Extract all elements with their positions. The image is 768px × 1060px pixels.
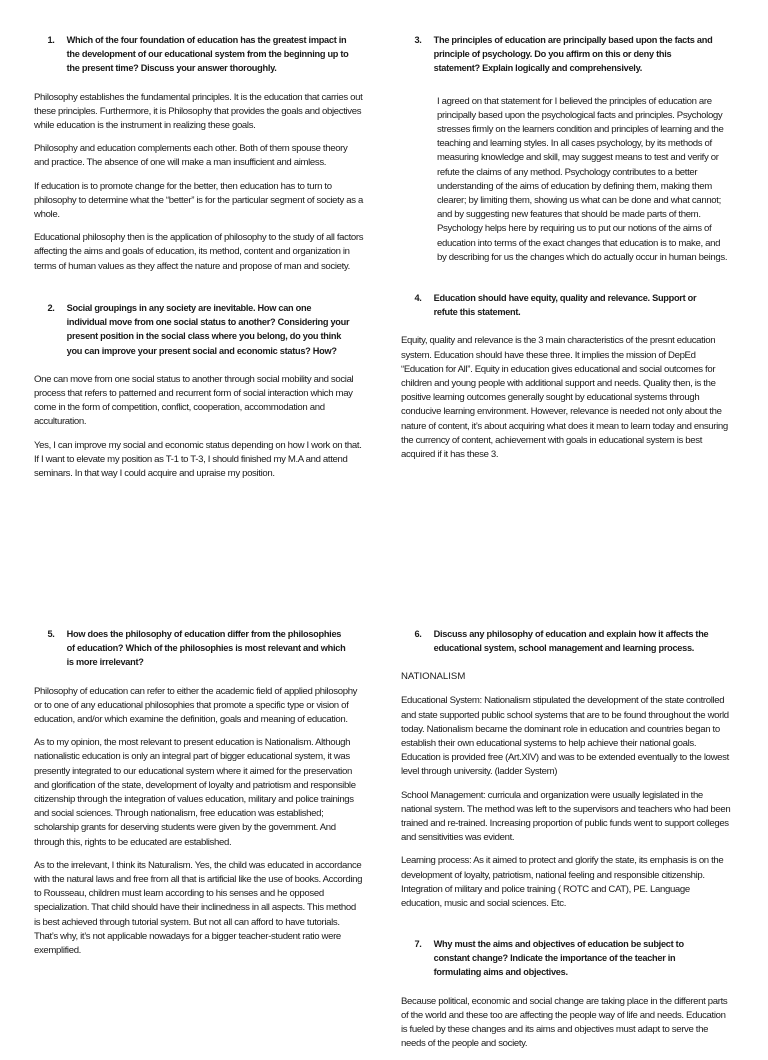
question-3-section: [401, 34, 731, 274]
question-text: Why must the aims and objectives of education be subject to constant change? Indicate the importance of the teacher in formulating aims and objectives.: [433, 939, 684, 979]
answer-paragraph: Philosophy and education complements each other. Both of them spouse theory and practice. The absence of one will make a man insufficient and aimless.: [34, 143, 348, 169]
question-number: 7.: [414, 939, 422, 950]
question-number: 5.: [47, 629, 55, 640]
question-4-heading: [401, 292, 718, 320]
question-5-heading: [34, 628, 351, 671]
question-number: 1.: [47, 35, 55, 46]
question-text: Social groupings in any society are inevitable. How can one individual move from one social status to another? Considering your present position in the social class where you belong, do you think you can improve your present social and economic status? How?: [66, 303, 350, 357]
philosophy-label: NATIONALISM: [401, 671, 466, 683]
answer-paragraph: Educational System: Nationalism stipulated the development of the state controlled and state supported public school systems that are to be found throughout the world today. Nationalism became the dominant role in education and countries began to establish their own educational systems to help achieve their national goals. Education is provided free (Art.XIV) and was to be extended eventually to the lowest level through university. (ladder System): [401, 695, 729, 778]
question-text: Discuss any philosophy of education and explain how it affects the educational system, school management and learning process.: [433, 629, 709, 655]
question-6-section: [401, 628, 731, 920]
question-6-heading: [401, 628, 718, 656]
question-3-heading: [401, 34, 718, 77]
question-text: Which of the four foundation of education has the greatest impact in the development of our educational system from the beginning up to the present time? Discuss your answer thoroughly.: [66, 35, 349, 75]
answer-paragraph: Yes, I can improve my social and economic status depending on how I work on that. If I want to elevate my position as T-1 to T-3, I should finished my M.A and attend seminars. In that way I could acquire and upraise my position.: [34, 439, 362, 480]
answer-paragraph: School Management: curricula and organization were usually legislated in the national system. The method was left to the supervisors and teachers who had been trained and re-trained. Increasing proportion of public funds went to support colleges and sensitivities was evident.: [401, 789, 731, 844]
question-1-heading: [34, 34, 351, 77]
answer-paragraph: Philosophy of education can refer to either the academic field of applied philosophy or to one of any educational philosophies that promote a specific type or vision of education, and/or which examine the definition, goals and meaning of education.: [34, 685, 358, 726]
question-number: 2.: [47, 303, 55, 314]
question-2-heading: [34, 302, 351, 359]
question-text: Education should have equity, quality and relevance. Support or refute this statement.: [433, 293, 697, 319]
answer-paragraph: Equity, quality and relevance is the 3 main characteristics of the presnt education system. Education should have these three. It implies the mission of DepEd “Education for All”. Equity in education gives educational and social outcomes for children and young people with additional support and needs. Quality then, is the positive learning outcomes generally sought by educational systems through conducive learning environment. However, relevance is needed not only about the nature of content, it’s about acquiring what does it mean to learn today and ensuring the currency of content, achievement with goals in educational system is best acquired if it has these 3.: [401, 335, 728, 461]
question-2-section: [34, 302, 364, 490]
question-text: How does the philosophy of education differ from the philosophies of education? Which of the philosophies is most relevant and which is more irrelevant?: [66, 629, 346, 669]
question-7-heading: [401, 938, 718, 981]
question-4-section: [401, 292, 731, 471]
question-text: The principles of education are principally based upon the facts and principle of psychology. Do you affirm on this or deny this statement? Explain logically and comprehensively.: [433, 35, 713, 75]
answer-paragraph: As to my opinion, the most relevant to present education is Nationalism. Although nationalistic education is only an integral part of bigger educational system, it was presently integrated to our educational system where it aimed for the preservation and glorification of the state, development of loyalty and patriotism and responsible citizenship through the integration of values education, military and police trainings and social sciences. Through nationalism, free education was established; scholarship grants for deserving students were given by the government. And through this, rights to be educated are established.: [34, 737, 356, 848]
answer-paragraph: One can move from one social status to another through social mobility and social process that refers to patterned and recurrent form of social interaction which may come in the form of competition, conflict, cooperation, accommodation and acculturation.: [34, 373, 354, 428]
question-number: 3.: [414, 35, 422, 46]
question-7-section: [401, 938, 731, 1060]
answer-paragraph: Philosophy establishes the fundamental principles. It is the education that carries out these principles. Furthermore, it is Philosophy that provides the goals and objectives while education is the instrument in realizing these goals.: [34, 91, 363, 132]
question-number: 6.: [414, 629, 422, 640]
answer-paragraph: As to the irrelevant, I think its Naturalism. Yes, the child was educated in accordance with the natural laws and free from all that is artificial like the use of books. According to Rousseau, children must learn according to his senses and he opposed specialization. That child should have their inclinedness in all aspects. This method is best achieved through tutorial system. But not all can afford to have tutorials. That’s why, it’s not applicable nowadays for a bigger teacher-student ratio were exemplified.: [34, 859, 363, 957]
answer-paragraph: Learning process: As it aimed to protect and glorify the state, its emphasis is on the development of loyalty, patriotism, national feeling and responsible citizenship. Integration of military and police training ( ROTC and CAT), PE. Language education, music and social sciences. Etc.: [401, 855, 724, 910]
question-5-section: [34, 628, 364, 967]
question-1-section: [34, 34, 364, 283]
answer-paragraph: Because political, economic and social change are taking place in the different parts of the world and these too are affecting the people way of life and needs. Education is fueled by these changes and its aims and objectives must adapt to serve the needs of the people and society.: [401, 995, 728, 1050]
question-number: 4.: [414, 293, 422, 304]
answer-paragraph: If education is to promote change for the better, then education has to turn to philosophy to determine what the “better” is for the particular segment of society as a whole.: [34, 180, 363, 221]
answer-paragraph: I agreed on that statement for I believed the principles of education are principally based upon the psychological facts and principles. Psychology stresses firmly on the learners condition and principles of learning and the teaching and learning styles. In all cases psychology, by its methods of measuring knowledge and skill, may suggest means to test and verify or refute the claims of any method. Psychology contributes to a better understanding of the aims of education by defining them, making them clearer; by limiting them, showing us what can be done and what cannot; and by suggesting new features that should be made parts of them. Psychology helps here by requiring us to put our notions of the aims of education into terms of the exact changes that education is to make, and by describing for us the changes which do actually occur in human beings.: [437, 95, 728, 263]
answer-paragraph: Educational philosophy then is the application of philosophy to the study of all factors affecting the aims and goals of education, its method, content and organization in terms of human values as they affect the nature and propose of man and society.: [34, 232, 364, 272]
